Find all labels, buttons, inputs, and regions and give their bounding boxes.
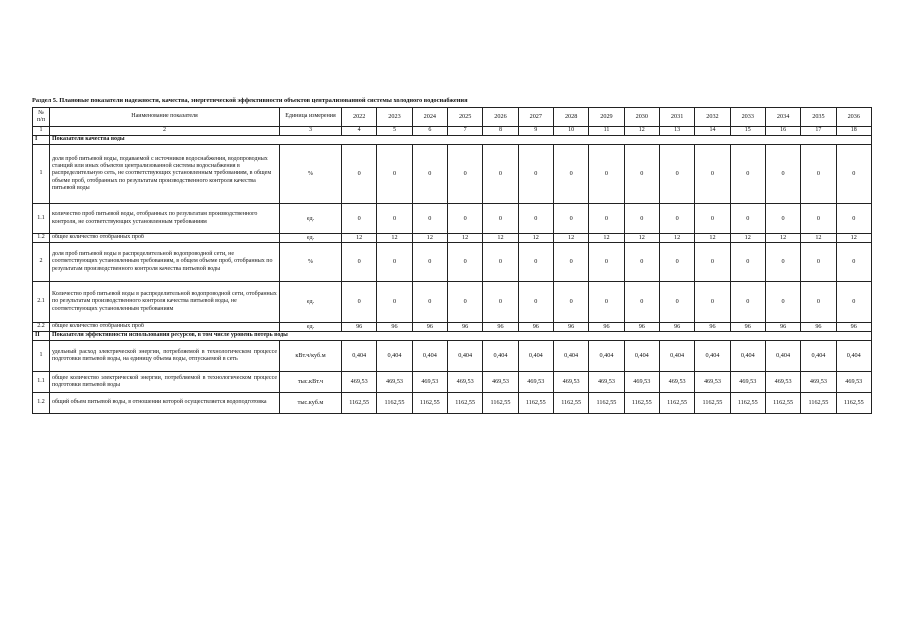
value-cell: 0 (412, 204, 447, 234)
unit: ед. (280, 234, 342, 243)
value-cell: 0 (412, 145, 447, 204)
value-cell: 0 (447, 282, 482, 323)
value-cell: 469,53 (695, 372, 730, 393)
row-number: 1 (33, 145, 50, 204)
value-cell: 1162,55 (695, 393, 730, 414)
year-header-2026: 2026 (483, 108, 518, 127)
value-cell: 12 (483, 234, 518, 243)
value-cell: 1162,55 (483, 393, 518, 414)
value-cell: 12 (518, 234, 553, 243)
table-row (33, 282, 872, 323)
value-cell: 0 (377, 204, 412, 234)
indicator-name: Количество проб питьевой воды в распределительной водопроводной сети, отобранных по результатам производственного контроля качества питьевой воды, не соответствующих установленным требованиям (50, 282, 280, 323)
value-cell: 469,53 (730, 372, 765, 393)
value-cell: 96 (801, 323, 836, 332)
value-cell: 0 (695, 145, 730, 204)
year-header-2025: 2025 (447, 108, 482, 127)
value-cell: 0 (730, 145, 765, 204)
unit: % (280, 145, 342, 204)
column-number: 6 (412, 127, 447, 136)
value-cell: 0 (553, 243, 588, 282)
value-cell: 0 (836, 243, 871, 282)
value-cell: 96 (765, 323, 800, 332)
value-cell: 0,404 (342, 341, 377, 372)
value-cell: 0 (730, 243, 765, 282)
value-cell: 0 (483, 243, 518, 282)
row-number: 1.1 (33, 372, 50, 393)
value-cell: 0 (801, 282, 836, 323)
value-cell: 1162,55 (730, 393, 765, 414)
value-cell: 469,53 (589, 372, 624, 393)
value-cell: 1162,55 (553, 393, 588, 414)
value-cell: 0 (377, 145, 412, 204)
section-header-row (33, 136, 872, 145)
unit: ед. (280, 282, 342, 323)
value-cell: 1162,55 (518, 393, 553, 414)
value-cell: 0 (624, 145, 659, 204)
year-header-2022: 2022 (342, 108, 377, 127)
row-number: 1.2 (33, 234, 50, 243)
section-number: II (33, 332, 50, 341)
year-header-2030: 2030 (624, 108, 659, 127)
column-number: 7 (447, 127, 482, 136)
value-cell: 0 (518, 145, 553, 204)
value-cell: 0 (801, 204, 836, 234)
value-cell: 0 (589, 145, 624, 204)
column-number: 11 (589, 127, 624, 136)
unit: ед. (280, 323, 342, 332)
value-cell: 1162,55 (836, 393, 871, 414)
column-numbers-row (33, 127, 872, 136)
value-cell: 469,53 (659, 372, 694, 393)
value-cell: 469,53 (447, 372, 482, 393)
value-cell: 96 (483, 323, 518, 332)
value-cell: 0,404 (447, 341, 482, 372)
value-cell: 469,53 (836, 372, 871, 393)
row-number: 2 (33, 243, 50, 282)
value-cell: 0,404 (412, 341, 447, 372)
value-cell: 0 (695, 204, 730, 234)
value-cell: 469,53 (377, 372, 412, 393)
value-cell: 12 (447, 234, 482, 243)
value-cell: 0 (659, 243, 694, 282)
document-page (32, 94, 871, 414)
indicator-name: общее количество отобранных проб (50, 323, 280, 332)
header-row (33, 108, 872, 127)
value-cell: 1162,55 (342, 393, 377, 414)
value-cell: 0 (342, 204, 377, 234)
value-cell: 0 (695, 243, 730, 282)
value-cell: 0 (659, 204, 694, 234)
value-cell: 469,53 (518, 372, 553, 393)
indicator-name: общее количество электрической энергии, потребляемой в технологическом процессе подготовки питьевой воды (50, 372, 280, 393)
value-cell: 12 (553, 234, 588, 243)
value-cell: 0 (765, 145, 800, 204)
value-cell: 0,404 (801, 341, 836, 372)
value-cell: 0 (342, 145, 377, 204)
value-cell: 0 (553, 204, 588, 234)
value-cell: 0 (447, 204, 482, 234)
column-number: 5 (377, 127, 412, 136)
value-cell: 0 (836, 145, 871, 204)
value-cell: 1162,55 (659, 393, 694, 414)
value-cell: 96 (342, 323, 377, 332)
value-cell: 0 (483, 282, 518, 323)
column-number: 13 (659, 127, 694, 136)
indicator-name: общее количество отобранных проб (50, 234, 280, 243)
row-number: 1 (33, 341, 50, 372)
value-cell: 96 (730, 323, 765, 332)
value-cell: 1162,55 (801, 393, 836, 414)
column-number: 12 (624, 127, 659, 136)
section-title: Раздел 5. Плановые показатели надежности, качества, энергетической эффективности объектов централизованной системы холодного водоснабжения (32, 97, 468, 104)
row-number: 1.2 (33, 393, 50, 414)
value-cell: 0,404 (765, 341, 800, 372)
year-header-2029: 2029 (589, 108, 624, 127)
value-cell: 0,404 (518, 341, 553, 372)
indicator-name: количество проб питьевой воды, отобранных по результатам производственного контроля, не соответствующих установленным требованиям (50, 204, 280, 234)
value-cell: 0 (518, 204, 553, 234)
value-cell: 0 (447, 145, 482, 204)
year-header-2031: 2031 (659, 108, 694, 127)
value-cell: 0 (483, 204, 518, 234)
value-cell: 0,404 (589, 341, 624, 372)
value-cell: 0 (765, 282, 800, 323)
value-cell: 12 (836, 234, 871, 243)
indicator-name: общий объем питьевой воды, в отношении которой осуществляется водоподготовка (50, 393, 280, 414)
value-cell: 0 (659, 282, 694, 323)
value-cell: 12 (412, 234, 447, 243)
indicator-name: доля проб питьевой воды в распределительной водопроводной сети, не соответствующих установленным требованиям, в общем объеме проб, отобранных по результатам производственного контроля качества питьевой воды (50, 243, 280, 282)
section-title: Показатели эффективности использования ресурсов, в том числе уровень потерь воды (50, 332, 872, 341)
table-row (33, 145, 872, 204)
value-cell: 0 (695, 282, 730, 323)
value-cell: 0,404 (624, 341, 659, 372)
value-cell: 1162,55 (624, 393, 659, 414)
value-cell: 96 (447, 323, 482, 332)
value-cell: 12 (695, 234, 730, 243)
value-cell: 0 (765, 243, 800, 282)
value-cell: 0 (730, 204, 765, 234)
value-cell: 1162,55 (447, 393, 482, 414)
value-cell: 96 (695, 323, 730, 332)
section-title: Показатели качества воды (50, 136, 872, 145)
value-cell: 12 (377, 234, 412, 243)
row-number: 2.1 (33, 282, 50, 323)
year-header-2028: 2028 (553, 108, 588, 127)
value-cell: 0 (447, 243, 482, 282)
header-name: Наименование показателя (50, 108, 280, 127)
table-row (33, 372, 872, 393)
value-cell: 469,53 (342, 372, 377, 393)
year-header-2024: 2024 (412, 108, 447, 127)
value-cell: 0 (377, 243, 412, 282)
value-cell: 0 (412, 282, 447, 323)
value-cell: 96 (412, 323, 447, 332)
value-cell: 469,53 (483, 372, 518, 393)
value-cell: 0 (801, 145, 836, 204)
indicators-table (32, 107, 872, 414)
year-header-2036: 2036 (836, 108, 871, 127)
value-cell: 12 (624, 234, 659, 243)
value-cell: 0 (801, 243, 836, 282)
value-cell: 1162,55 (765, 393, 800, 414)
value-cell: 0 (659, 145, 694, 204)
column-number: 9 (518, 127, 553, 136)
year-header-2032: 2032 (695, 108, 730, 127)
table-row (33, 393, 872, 414)
value-cell: 0 (765, 204, 800, 234)
unit: кВт.ч/куб.м (280, 341, 342, 372)
column-number: 2 (50, 127, 280, 136)
value-cell: 12 (765, 234, 800, 243)
unit: тыс.куб.м (280, 393, 342, 414)
value-cell: 0 (589, 243, 624, 282)
value-cell: 0,404 (730, 341, 765, 372)
column-number: 17 (801, 127, 836, 136)
value-cell: 469,53 (412, 372, 447, 393)
value-cell: 0 (589, 282, 624, 323)
value-cell: 12 (730, 234, 765, 243)
value-cell: 0,404 (836, 341, 871, 372)
unit: ед. (280, 204, 342, 234)
section-number: I (33, 136, 50, 145)
value-cell: 0 (342, 282, 377, 323)
value-cell: 0 (836, 204, 871, 234)
value-cell: 0 (377, 282, 412, 323)
unit: % (280, 243, 342, 282)
value-cell: 12 (801, 234, 836, 243)
value-cell: 96 (377, 323, 412, 332)
column-number: 1 (33, 127, 50, 136)
value-cell: 0,404 (695, 341, 730, 372)
column-number: 15 (730, 127, 765, 136)
value-cell: 0 (624, 243, 659, 282)
value-cell: 1162,55 (589, 393, 624, 414)
value-cell: 96 (624, 323, 659, 332)
table-row (33, 204, 872, 234)
column-number: 3 (280, 127, 342, 136)
value-cell: 12 (659, 234, 694, 243)
value-cell: 469,53 (801, 372, 836, 393)
unit: тыс.кВт.ч (280, 372, 342, 393)
year-header-2035: 2035 (801, 108, 836, 127)
value-cell: 12 (589, 234, 624, 243)
value-cell: 96 (589, 323, 624, 332)
column-number: 14 (695, 127, 730, 136)
value-cell: 1162,55 (412, 393, 447, 414)
value-cell: 469,53 (765, 372, 800, 393)
year-header-2023: 2023 (377, 108, 412, 127)
value-cell: 0,404 (659, 341, 694, 372)
indicator-name: доля проб питьевой воды, подаваемой с источников водоснабжения, водопроводных станций или иных объектов централизованной системы водоснабжения в распределительную сеть, не соответствующих установленным требованиям, в общем объеме проб, отобранных по результатам производственного контроля качества питьевой воды (50, 145, 280, 204)
value-cell: 0 (589, 204, 624, 234)
section-header-row (33, 332, 872, 341)
value-cell: 0 (553, 282, 588, 323)
value-cell: 0 (483, 145, 518, 204)
value-cell: 0 (836, 282, 871, 323)
value-cell: 0 (624, 204, 659, 234)
value-cell: 0,404 (553, 341, 588, 372)
row-number: 1.1 (33, 204, 50, 234)
header-num: № п/п (33, 108, 50, 127)
column-number: 4 (342, 127, 377, 136)
value-cell: 96 (518, 323, 553, 332)
value-cell: 469,53 (624, 372, 659, 393)
table-row (33, 243, 872, 282)
value-cell: 0 (342, 243, 377, 282)
value-cell: 96 (836, 323, 871, 332)
column-number: 16 (765, 127, 800, 136)
value-cell: 12 (342, 234, 377, 243)
value-cell: 0 (518, 282, 553, 323)
table-row (33, 341, 872, 372)
value-cell: 96 (553, 323, 588, 332)
table-row (33, 323, 872, 332)
year-header-2033: 2033 (730, 108, 765, 127)
value-cell: 0 (412, 243, 447, 282)
header-unit: Единица измерения (280, 108, 342, 127)
value-cell: 0 (553, 145, 588, 204)
column-number: 10 (553, 127, 588, 136)
column-number: 18 (836, 127, 871, 136)
table-row (33, 234, 872, 243)
column-number: 8 (483, 127, 518, 136)
value-cell: 0,404 (377, 341, 412, 372)
value-cell: 0 (518, 243, 553, 282)
year-header-2027: 2027 (518, 108, 553, 127)
year-header-2034: 2034 (765, 108, 800, 127)
indicator-name: удельный расход электрической энергии, потребляемой в технологическом процессе подготовки питьевой воды, на единицу объема воды, отпускаемой в сеть (50, 341, 280, 372)
value-cell: 0 (624, 282, 659, 323)
row-number: 2.2 (33, 323, 50, 332)
value-cell: 96 (659, 323, 694, 332)
value-cell: 1162,55 (377, 393, 412, 414)
value-cell: 469,53 (553, 372, 588, 393)
value-cell: 0,404 (483, 341, 518, 372)
value-cell: 0 (730, 282, 765, 323)
